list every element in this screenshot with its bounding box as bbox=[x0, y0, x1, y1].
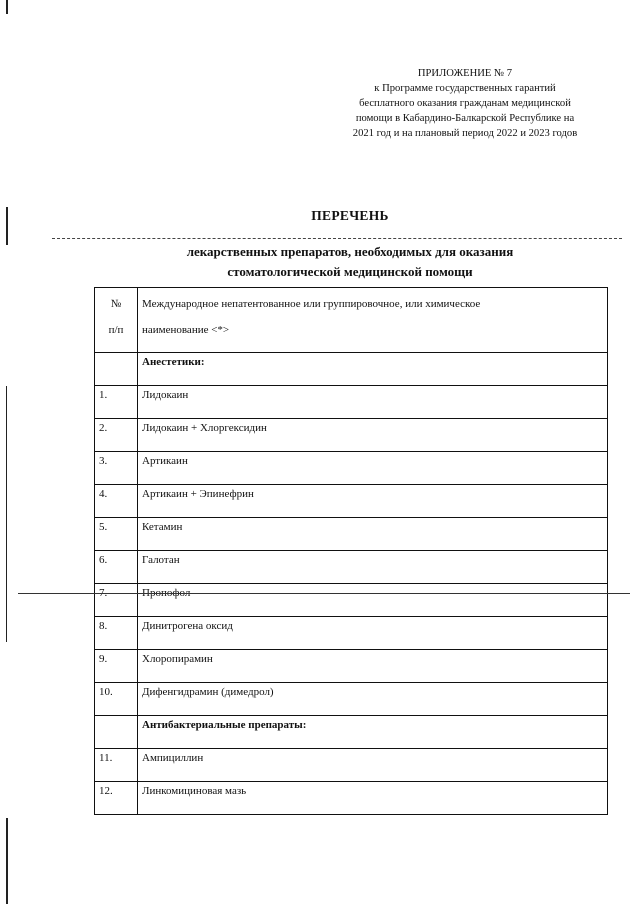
scan-edge-mark bbox=[6, 818, 8, 904]
section-row bbox=[95, 353, 608, 386]
table-row bbox=[95, 683, 608, 716]
dashed-divider bbox=[52, 238, 622, 239]
row-number: 3. bbox=[95, 452, 138, 485]
table-row bbox=[95, 584, 608, 617]
row-number: 6. bbox=[95, 551, 138, 584]
header-num-symbol: № bbox=[110, 298, 122, 310]
row-number: 4. bbox=[95, 485, 138, 518]
drug-name: Артикаин bbox=[138, 452, 608, 485]
appendix-line: 2021 год и на плановый период 2022 и 2023 годов bbox=[352, 128, 578, 139]
drug-name: Динитрогена оксид bbox=[138, 617, 608, 650]
subtitle-line-1: лекарственных препаратов, необходимых для оказания bbox=[186, 244, 514, 259]
drug-name: Галотан bbox=[138, 551, 608, 584]
drug-name: Пропофол bbox=[138, 584, 608, 617]
header-name-cell bbox=[138, 288, 608, 353]
section-row bbox=[95, 716, 608, 749]
drug-name: Ампициллин bbox=[138, 749, 608, 782]
scan-edge-mark bbox=[6, 386, 7, 642]
table-row bbox=[95, 617, 608, 650]
row-number: 9. bbox=[95, 650, 138, 683]
table-row bbox=[95, 551, 608, 584]
table-row bbox=[95, 650, 608, 683]
table-row bbox=[95, 749, 608, 782]
drug-name: Хлоропирамин bbox=[138, 650, 608, 683]
table-row bbox=[95, 518, 608, 551]
drug-name: Линкомициновая мазь bbox=[138, 782, 608, 815]
row-number: 12. bbox=[95, 782, 138, 815]
table-header-row bbox=[95, 288, 608, 353]
subtitle-line-2: стоматологической медицинской помощи bbox=[227, 264, 473, 279]
appendix-line: бесплатного оказания гражданам медицинской bbox=[359, 98, 571, 109]
table-row bbox=[95, 452, 608, 485]
document-subtitle bbox=[0, 242, 640, 282]
scan-fold-line bbox=[18, 593, 630, 594]
row-number: 5. bbox=[95, 518, 138, 551]
section-title: Анестетики: bbox=[138, 353, 608, 386]
row-number bbox=[95, 716, 138, 749]
table-row bbox=[95, 485, 608, 518]
row-number: 7. bbox=[95, 584, 138, 617]
appendix-line: к Программе государственных гарантий bbox=[374, 83, 556, 94]
header-num-cell bbox=[95, 288, 138, 353]
row-number: 2. bbox=[95, 419, 138, 452]
drug-name: Кетамин bbox=[138, 518, 608, 551]
scan-edge-mark bbox=[6, 0, 8, 14]
section-title: Антибактериальные препараты: bbox=[138, 716, 608, 749]
table-row bbox=[95, 386, 608, 419]
drug-name: Артикаин + Эпинефрин bbox=[138, 485, 608, 518]
drug-list-table bbox=[94, 287, 608, 815]
table-row bbox=[95, 782, 608, 815]
appendix-line: помощи в Кабардино-Балкарской Республике на bbox=[355, 113, 575, 124]
drug-name: Лидокаин bbox=[138, 386, 608, 419]
row-number bbox=[95, 353, 138, 386]
header-name-line-2: наименование <*> bbox=[142, 324, 230, 336]
document-title: ПЕРЕЧЕНЬ bbox=[311, 208, 389, 223]
drug-name: Лидокаин + Хлоргексидин bbox=[138, 419, 608, 452]
row-number: 10. bbox=[95, 683, 138, 716]
appendix-header bbox=[330, 66, 600, 141]
appendix-number: ПРИЛОЖЕНИЕ № 7 bbox=[417, 68, 513, 79]
row-number: 11. bbox=[95, 749, 138, 782]
header-name-line-1: Международное непатентованное или группировочное, или химическое bbox=[142, 298, 481, 310]
table-row bbox=[95, 419, 608, 452]
row-number: 1. bbox=[95, 386, 138, 419]
row-number: 8. bbox=[95, 617, 138, 650]
drug-name: Дифенгидрамин (димедрол) bbox=[138, 683, 608, 716]
header-num-label: п/п bbox=[108, 324, 124, 336]
